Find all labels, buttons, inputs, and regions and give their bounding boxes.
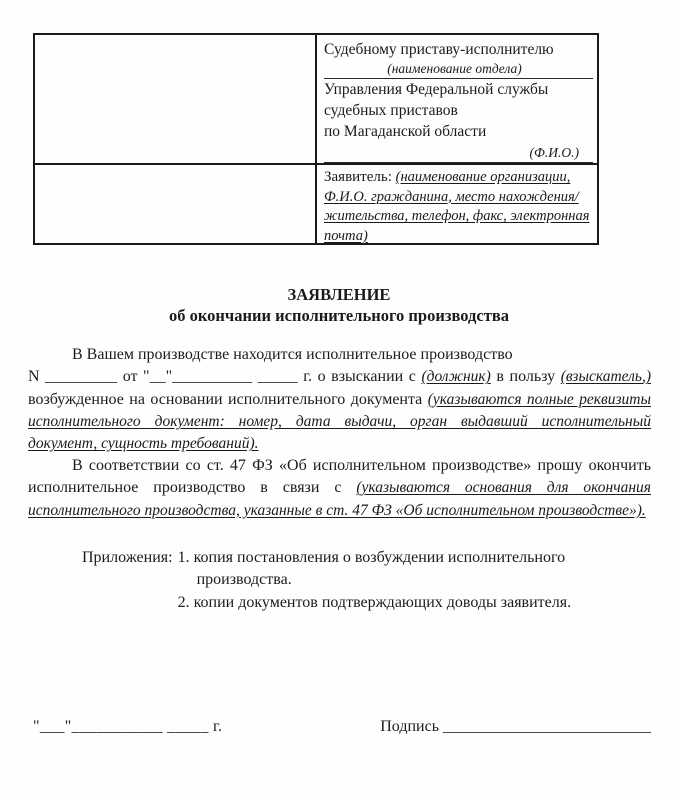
document-title [28, 285, 650, 326]
addressee-line: Управления Федеральной службы [324, 81, 549, 98]
signature-area [380, 716, 651, 738]
p1-intro: В Вашем производстве находится исполнительное производство [72, 346, 513, 363]
p2-text: В соответствии со ст. 47 ФЗ «Об исполнительном производстве» прошу окончить исполнительное производство в связи с [28, 457, 651, 497]
date-blank-line: "___"___________ _____ г. [33, 718, 223, 735]
attachments-section [82, 547, 623, 614]
p1-document-details-hint: (указываются полные реквизиты исполнительного документ: номер, дата выдачи, орган выдавший исполнительный документ, сущность требований). [28, 390, 651, 453]
addressee-line: по Магаданской области [324, 123, 487, 140]
applicant-caption: (наименование организации, Ф.И.О. гражданина, место нахождения/жительства, телефон, факс, электронная почта) [324, 169, 590, 244]
signature-label: Подпись [380, 718, 439, 735]
p1-number-blanks: N _________ от "__"__________ _____ г. о взыскании с [28, 368, 422, 386]
paragraph-production-info [28, 344, 651, 455]
addressee-line: Судебному приставу-исполнителю [324, 41, 554, 58]
p1-debtor-hint: (должник) [421, 368, 491, 386]
title-line-2: об окончании исполнительного производства [169, 305, 509, 325]
department-caption-blank: (наименование отдела) [324, 60, 593, 79]
signature-blank-line: __________________________ [443, 718, 651, 735]
attachment-item: 1. копия постановления о возбуждении исполнительного производства. [177, 549, 566, 589]
header-table [33, 33, 599, 245]
paragraph-request [28, 455, 651, 522]
footer-row [33, 716, 651, 738]
fio-caption-blank: (Ф.И.О.) [324, 144, 593, 163]
addressee-row [35, 35, 597, 165]
empty-cell [35, 35, 317, 163]
attachments-list [178, 547, 623, 614]
p2-grounds-hint: (указываются основания для окончания исполнительного производства, указанные в ст. 47 ФЗ «Об исполнительном производстве»). [28, 479, 651, 519]
p1-text: возбужденное на основании исполнительного документа [28, 390, 428, 408]
applicant-label: Заявитель: [324, 169, 396, 185]
title-line-1: ЗАЯВЛЕНИЕ [287, 285, 391, 304]
attachment-item: 2. копии документов подтверждающих доводы заявителя. [177, 593, 572, 611]
p1-text: в пользу [490, 368, 561, 386]
p1-claimant-hint: (взыскатель,) [560, 368, 651, 386]
addressee-line: судебных приставов [324, 102, 458, 119]
applicant-row [35, 165, 597, 243]
addressee-cell [317, 35, 597, 163]
attachments-label: Приложения: [82, 549, 173, 566]
empty-cell [35, 165, 317, 243]
applicant-cell [317, 165, 597, 243]
